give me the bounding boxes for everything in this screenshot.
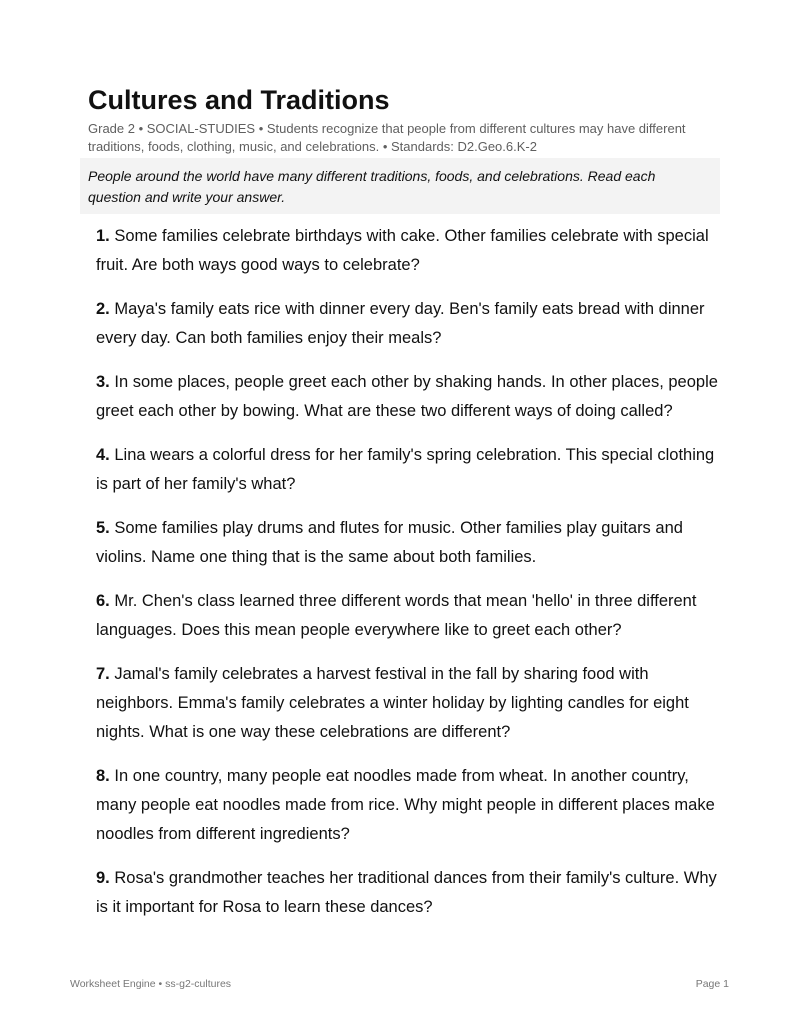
question-number: 3.	[96, 373, 110, 391]
question-item	[96, 587, 721, 645]
question-number: 2.	[96, 300, 110, 318]
question-number: 8.	[96, 767, 110, 785]
question-text: In some places, people greet each other by shaking hands. In other places, people greet each other by bowing. What are these two different ways of doing called?	[96, 373, 718, 420]
question-item	[96, 368, 721, 426]
question-text: Maya's family eats rice with dinner every day. Ben's family eats bread with dinner every day. Can both families enjoy their meals?	[96, 300, 705, 347]
question-item	[96, 441, 721, 499]
question-number: 5.	[96, 519, 110, 537]
question-text: In one country, many people eat noodles made from wheat. In another country, many people eat noodles made from rice. Why might people in different places make noodles from different ingredients?	[96, 767, 715, 843]
question-item	[96, 295, 721, 353]
question-number: 9.	[96, 869, 110, 887]
question-text: Some families celebrate birthdays with cake. Other families celebrate with special fruit. Are both ways good ways to celebrate?	[96, 227, 709, 274]
question-number: 4.	[96, 446, 110, 464]
question-item	[96, 762, 721, 849]
question-text: Jamal's family celebrates a harvest festival in the fall by sharing food with neighbors. Emma's family celebrates a winter holiday by lighting candles for eight nights. What is one way these celebrations are different?	[96, 665, 689, 741]
footer-source: Worksheet Engine • ss-g2-cultures	[70, 978, 232, 990]
worksheet-meta: Grade 2 • SOCIAL-STUDIES • Students recognize that people from different cultures may have different traditions, foods, clothing, music, and celebrations. • Standards: D2.Geo.6.K-2	[88, 121, 686, 154]
question-text: Some families play drums and flutes for music. Other families play guitars and violins. Name one thing that is the same about both families.	[96, 519, 683, 566]
instructions-box: People around the world have many different traditions, foods, and celebrations. Read each question and write your answer.	[80, 158, 720, 214]
question-text: Lina wears a colorful dress for her family's spring celebration. This special clothing is part of her family's what?	[96, 446, 715, 493]
question-item	[96, 514, 721, 572]
page-number: Page 1	[695, 978, 729, 990]
question-item	[96, 660, 721, 747]
question-number: 7.	[96, 665, 110, 683]
question-list	[96, 222, 721, 937]
question-item	[96, 222, 721, 280]
page-title: Cultures and Traditions	[88, 85, 390, 115]
question-number: 6.	[96, 592, 110, 610]
question-number: 1.	[96, 227, 110, 245]
question-item	[96, 864, 721, 922]
question-text: Mr. Chen's class learned three different words that mean 'hello' in three different languages. Does this mean people everywhere like to greet each other?	[96, 592, 697, 639]
question-text: Rosa's grandmother teaches her traditional dances from their family's culture. Why is it important for Rosa to learn these dances?	[96, 869, 717, 916]
